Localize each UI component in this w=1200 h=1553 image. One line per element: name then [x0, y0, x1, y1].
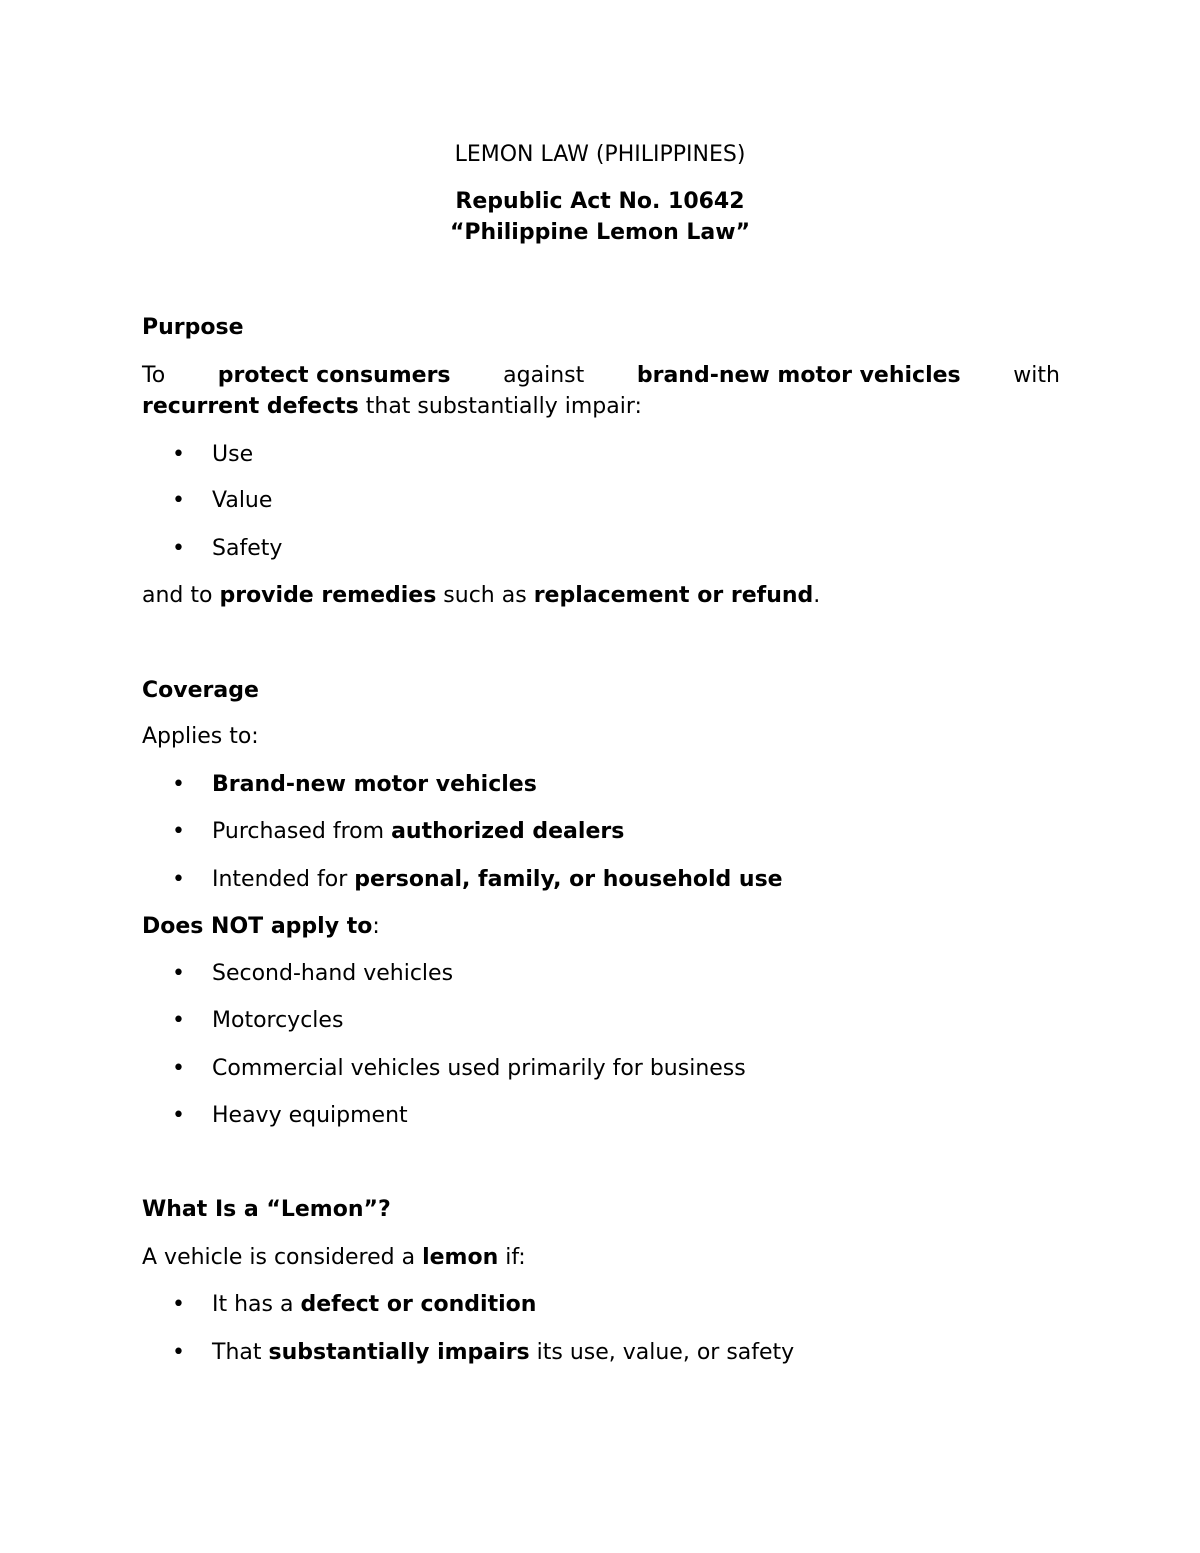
bullet-icon: • — [172, 536, 185, 561]
bullet-icon: • — [172, 772, 185, 797]
list-item-text: Purchased from authorized dealers — [212, 819, 625, 844]
list-item-text: It has a defect or condition — [212, 1292, 537, 1317]
not-apply-label — [142, 912, 380, 942]
purpose-word: To — [142, 363, 166, 388]
list-item-text: Intended for personal, family, or household use — [212, 867, 783, 892]
list-item-text: Heavy equipment — [212, 1103, 408, 1128]
list-item-text: Motorcycles — [212, 1008, 344, 1033]
bullet-icon: • — [172, 1103, 185, 1128]
plain-phrase: and to — [142, 583, 220, 608]
coverage-heading: Coverage — [142, 678, 259, 703]
bullet-icon: • — [172, 819, 185, 844]
plain-phrase: such as — [436, 583, 534, 608]
list-item-text: Commercial vehicles used primarily for business — [212, 1056, 746, 1081]
list-item-text: Brand-new motor vehicles — [212, 772, 537, 797]
bold-phrase: provide remedies — [219, 583, 437, 608]
purpose-remedy — [142, 581, 820, 611]
bold-phrase: lemon — [422, 1245, 499, 1270]
lemon-intro — [142, 1243, 526, 1273]
plain-phrase: : — [372, 914, 380, 939]
bold-phrase: replacement or refund — [533, 583, 814, 608]
bullet-icon: • — [172, 1340, 185, 1365]
plain-phrase: that substantially impair: — [358, 394, 642, 419]
act-number: Republic Act No. 10642 — [455, 189, 745, 214]
purpose-intro-line1 — [142, 361, 1060, 391]
list-item-text: Safety — [212, 536, 283, 561]
list-item-text: That substantially impairs its use, value, or safety — [212, 1340, 795, 1365]
bullet-icon: • — [172, 488, 185, 513]
applies-label: Applies to: — [142, 724, 259, 749]
plain-phrase: A vehicle is considered a — [142, 1245, 423, 1270]
plain-phrase: . — [813, 583, 821, 608]
list-item-text: Use — [212, 442, 254, 467]
bold-phrase: recurrent defects — [142, 394, 359, 419]
purpose-word-bold: protect consumers — [217, 363, 451, 388]
bold-phrase: Does NOT apply to — [142, 914, 373, 939]
plain-phrase: if: — [498, 1245, 526, 1270]
bullet-icon: • — [172, 1008, 185, 1033]
purpose-word-bold: brand-new motor vehicles — [636, 363, 961, 388]
list-item-text: Value — [212, 488, 273, 513]
short-title: “Philippine Lemon Law” — [449, 220, 751, 245]
purpose-word: with — [1013, 363, 1060, 388]
list-item-text: Second-hand vehicles — [212, 961, 454, 986]
bullet-icon: • — [172, 1056, 185, 1081]
bullet-icon: • — [172, 867, 185, 892]
lemon-heading: What Is a “Lemon”? — [142, 1197, 391, 1222]
bullet-icon: • — [172, 961, 185, 986]
purpose-intro-line2 — [142, 392, 642, 422]
bullet-icon: • — [172, 1292, 185, 1317]
purpose-word: against — [503, 363, 585, 388]
document-title: LEMON LAW (PHILIPPINES) — [454, 142, 746, 167]
purpose-heading: Purpose — [142, 315, 244, 340]
bullet-icon: • — [172, 442, 185, 467]
